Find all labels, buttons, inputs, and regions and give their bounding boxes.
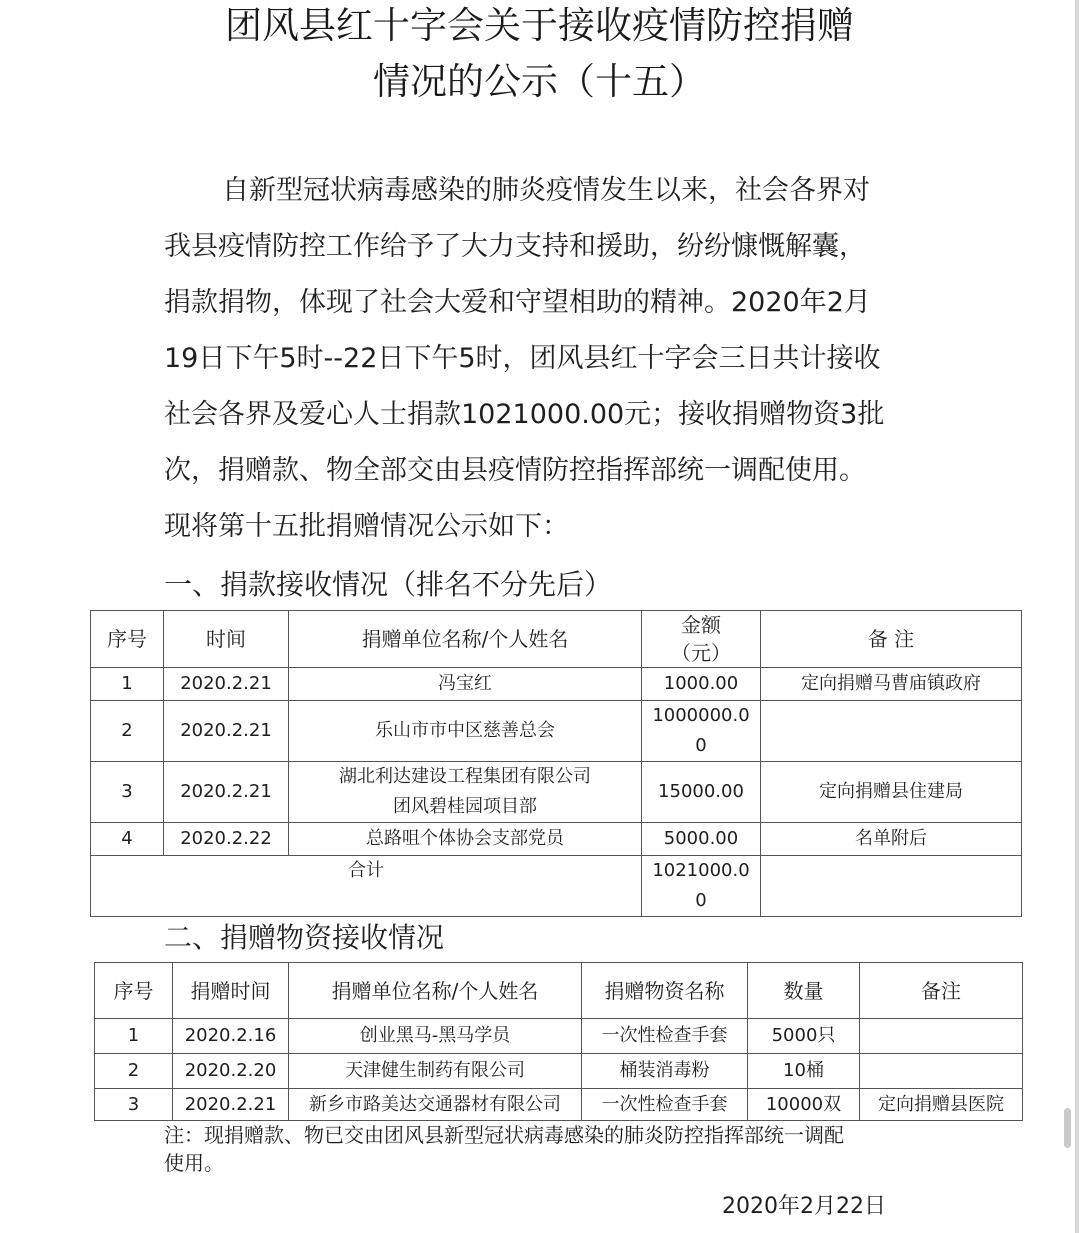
col-header: 捐赠时间 (173, 963, 289, 1019)
table-row (91, 823, 1022, 856)
total-remark (761, 856, 1022, 917)
row-no: 2 (91, 701, 164, 762)
section1-heading: 一、捐款接收情况（排名不分先后） (164, 568, 613, 601)
donor-line-1: 湖北利达建设工程集团有限公司 (339, 766, 591, 787)
intro-line-5: 社会各界及爱心人士捐款1021000.00元；接收捐赠物资3批 (164, 399, 885, 430)
row-donor (289, 762, 642, 823)
row-date: 2020.2.21 (164, 668, 289, 701)
table-row (95, 1019, 1023, 1054)
row-date: 2020.2.16 (173, 1019, 289, 1054)
row-donor: 新乡市路美达交通器材有限公司 (289, 1089, 582, 1121)
col-header: 捐赠物资名称 (582, 963, 748, 1019)
amount-header-line-1: 金额 (681, 613, 721, 637)
row-date: 2020.2.21 (164, 701, 289, 762)
intro-line-1: 自新型冠状病毒感染的肺炎疫情发生以来，社会各界对 (222, 175, 870, 206)
row-donor: 创业黑马-黑马学员 (289, 1019, 582, 1054)
donor-line-2: 团风碧桂园项目部 (393, 796, 537, 817)
col-header: 捐赠单位名称/个人姓名 (289, 963, 582, 1019)
intro-line-2: 我县疫情防控工作给予了大力支持和援助，纷纷慷慨解囊， (164, 231, 866, 262)
table-header-row (91, 611, 1022, 668)
row-donor: 天津健生制药有限公司 (289, 1054, 582, 1089)
row-no: 3 (91, 762, 164, 823)
row-item: 桶装消毒粉 (582, 1054, 748, 1089)
donation-table (90, 610, 1022, 917)
table-header-row (95, 963, 1023, 1019)
row-remark: 定向捐赠县医院 (860, 1089, 1023, 1121)
row-amount: 5000.00 (642, 823, 761, 856)
row-item: 一次性检查手套 (582, 1089, 748, 1121)
row-qty: 10桶 (748, 1054, 860, 1089)
row-no: 3 (95, 1089, 173, 1121)
row-donor: 冯宝红 (289, 668, 642, 701)
row-amount: 15000.00 (642, 762, 761, 823)
row-donor: 总路咀个体协会支部党员 (289, 823, 642, 856)
row-no: 1 (95, 1019, 173, 1054)
table-row (95, 1089, 1023, 1121)
col-header: 序号 (91, 611, 164, 668)
row-no: 4 (91, 823, 164, 856)
col-header-amount (642, 611, 761, 668)
row-remark (761, 701, 1022, 762)
table-row (91, 701, 1022, 762)
table-row (91, 762, 1022, 823)
row-remark: 名单附后 (761, 823, 1022, 856)
total-amount-line-2: 0 (695, 890, 707, 911)
row-amount (642, 701, 761, 762)
col-header: 备注 (860, 963, 1023, 1019)
row-date: 2020.2.21 (164, 762, 289, 823)
table-row (95, 1054, 1023, 1089)
col-header: 时间 (164, 611, 289, 668)
row-remark (860, 1054, 1023, 1089)
intro-line-7: 现将第十五批捐赠情况公示如下： (164, 511, 569, 542)
row-remark: 定向捐赠县住建局 (761, 762, 1022, 823)
row-no: 2 (95, 1054, 173, 1089)
row-remark (860, 1019, 1023, 1054)
page-edge (1075, 0, 1079, 1233)
amount-line-2: 0 (695, 735, 707, 756)
note-line-1: 注：现捐赠款、物已交由团风县新型冠状病毒感染的肺炎防控指挥部统一调配 (164, 1123, 844, 1147)
row-qty: 10000双 (748, 1089, 860, 1121)
row-date: 2020.2.21 (173, 1089, 289, 1121)
note-line-2: 使用。 (164, 1151, 224, 1175)
signature-date: 2020年2月22日 (722, 1194, 886, 1219)
col-header: 序号 (95, 963, 173, 1019)
col-header: 捐赠单位名称/个人姓名 (289, 611, 642, 668)
row-no: 1 (91, 668, 164, 701)
table-total-row (91, 856, 1022, 917)
row-donor: 乐山市市中区慈善总会 (289, 701, 642, 762)
row-qty: 5000只 (748, 1019, 860, 1054)
intro-line-6: 次，捐赠款、物全部交由县疫情防控指挥部统一调配使用。 (164, 455, 866, 486)
row-item: 一次性检查手套 (582, 1019, 748, 1054)
scrollbar[interactable] (1064, 1108, 1071, 1148)
amount-line-1: 1000000.0 (652, 705, 750, 726)
amount-header-line-2: （元） (671, 641, 731, 665)
section2-heading: 二、捐赠物资接收情况 (164, 921, 445, 954)
intro-line-3: 捐款捐物，体现了社会大爱和守望相助的精神。2020年2月 (164, 287, 871, 318)
row-date: 2020.2.22 (164, 823, 289, 856)
total-amount-line-1: 1021000.0 (652, 860, 750, 881)
col-header: 备 注 (761, 611, 1022, 668)
title-line-2: 情况的公示（十五） (373, 60, 706, 103)
row-amount: 1000.00 (642, 668, 761, 701)
intro-line-4: 19日下午5时--22日下午5时，团风县红十字会三日共计接收 (164, 343, 881, 374)
table-row (91, 668, 1022, 701)
goods-table (94, 962, 1023, 1121)
col-header: 数量 (748, 963, 860, 1019)
title-line-1: 团风县红十字会关于接收疫情防控捐赠 (225, 4, 854, 47)
total-label: 合计 (91, 856, 642, 917)
row-date: 2020.2.20 (173, 1054, 289, 1089)
total-amount (642, 856, 761, 917)
row-remark: 定向捐赠马曹庙镇政府 (761, 668, 1022, 701)
